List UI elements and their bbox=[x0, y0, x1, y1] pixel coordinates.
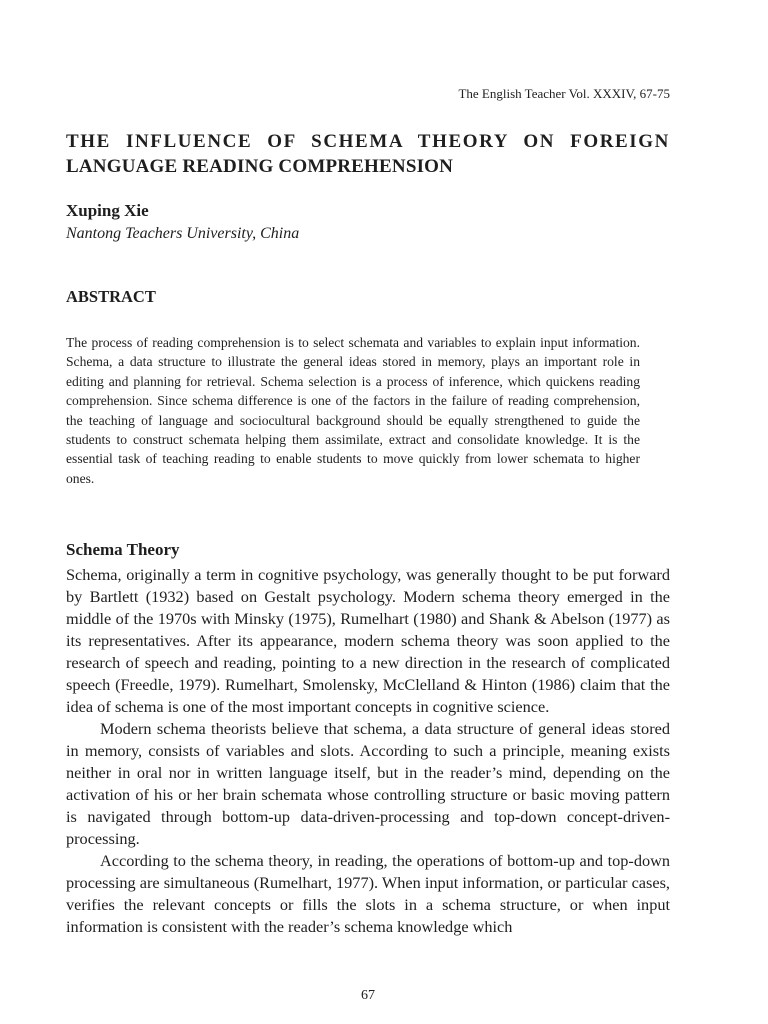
author-affiliation: Nantong Teachers University, China bbox=[66, 225, 300, 242]
article-title-line-1: THE INFLUENCE OF SCHEMA THEORY ON FOREIGN bbox=[66, 131, 670, 152]
section-heading: Schema Theory bbox=[66, 540, 180, 559]
page-number: 67 bbox=[361, 988, 375, 1003]
body-paragraph: Schema, originally a term in cognitive psychology, was generally thought to be put forward by Bartlett (1932) based on Gestalt psychology. Modern schema theory emerged in the middle of the 1970s with Minsky (1975), Rumelhart (1980) and Shank & Abelson (1977) as its representatives. After its appearance, modern schema theory was soon applied to the research of speech and reading, pointing to a new direction in the research of complicated speech (Freedle, 1979). Rumelhart, Smolensky, McClelland & Hinton (1986) claim that the idea of schema is one of the most important concepts in cognitive science. bbox=[66, 565, 670, 716]
author-name: Xuping Xie bbox=[66, 201, 149, 220]
body-paragraph: Modern schema theorists believe that schema, a data structure of general ideas stored in memory, consists of variables and slots. According to such a principle, meaning exists neither in oral nor in written language itself, but in the reader’s mind, depending on the activation of his or her brain schemata whose controlling structure or basic moving pattern is navigated through bottom-up data-driven-processing and top-down concept-driven-processing. bbox=[66, 719, 670, 848]
body-paragraph: According to the schema theory, in reading, the operations of bottom-up and top-down processing are simultaneous (Rumelhart, 1977). When input information, or particular cases, verifies the relevant concepts or fills the slots in a schema structure, or when input information is consistent with the reader’s schema knowledge which bbox=[66, 851, 670, 936]
journal-page bbox=[66, 0, 670, 1024]
running-head: The English Teacher Vol. XXXIV, 67-75 bbox=[458, 86, 670, 101]
abstract-text: The process of reading comprehension is to select schemata and variables to explain input information. Schema, a data structure to illustrate the general ideas stored in memory, plays an important role in editing and planning for retrieval. Schema selection is a process of inference, which quickens reading comprehension. Since schema difference is one of the factors in the failure of reading comprehension, the teaching of language and sociocultural background should be equally strengthened to guide the students to construct schemata helping them assimilate, extract and consolidate knowledge. It is the essential task of teaching reading to enable students to move quickly from lower schemata to higher ones. bbox=[66, 335, 640, 486]
article-title bbox=[66, 129, 670, 179]
article-title-line-2: LANGUAGE READING COMPREHENSION bbox=[66, 156, 454, 177]
section-body bbox=[66, 564, 670, 938]
abstract-heading: ABSTRACT bbox=[66, 287, 156, 306]
